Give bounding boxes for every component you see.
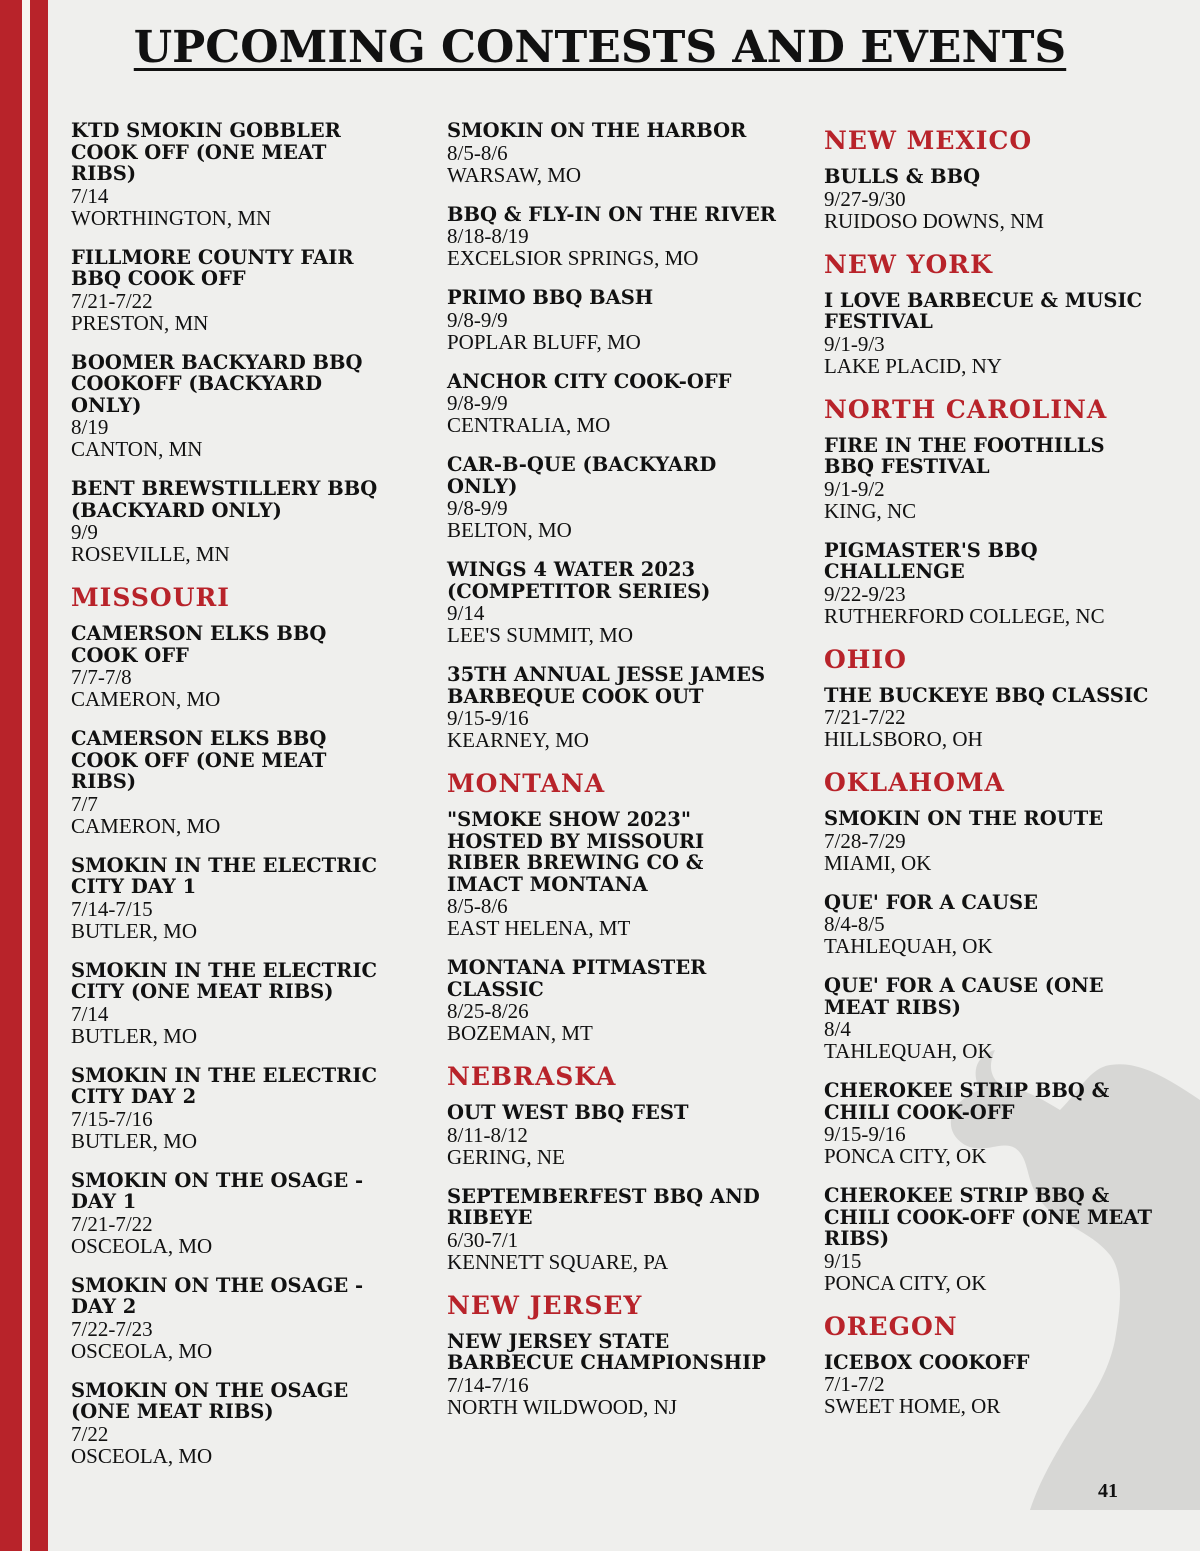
event-location: EAST HELENA, MT (447, 916, 631, 940)
region-heading: NEBRASKA (447, 1062, 617, 1091)
event-date: 7/21-7/22 (824, 705, 906, 729)
event-entry (447, 957, 777, 1044)
event-name: SMOKIN IN THE ELECTRIC CITY (ONE MEAT RIBS) (71, 958, 377, 1003)
event-name: CAMERSON ELKS BBQ COOK OFF (ONE MEAT RIBS) (71, 727, 327, 793)
region-heading: OHIO (824, 644, 907, 674)
event-location: WARSAW, MO (447, 162, 582, 187)
event-location: RUIDOSO DOWNS, NM (824, 208, 1044, 233)
column-1 (71, 120, 391, 1485)
event-location: PRESTON, MN (71, 310, 209, 335)
event-name: 35TH ANNUAL JESSE JAMES BARBEQUE COOK OUT (447, 663, 766, 708)
event-date: 9/14 (447, 601, 485, 625)
event-date: 7/14 (71, 1001, 109, 1026)
event-location: BUTLER, MO (71, 1128, 197, 1153)
event-date: 8/5-8/6 (447, 894, 508, 918)
event-name: QUE' FOR A CAUSE (824, 890, 1038, 914)
event-date: 7/7 (71, 791, 98, 816)
event-entry (447, 287, 777, 353)
event-name: SMOKIN ON THE HARBOR (447, 119, 747, 142)
event-entry (71, 478, 391, 565)
event-name: PIGMASTER'S BBQ CHALLENGE (824, 538, 1038, 583)
event-entry (447, 204, 777, 270)
event-date: 7/7-7/8 (71, 665, 132, 689)
event-date: 9/8-9/9 (447, 391, 508, 415)
event-entry (447, 1102, 777, 1168)
event-name: ANCHOR CITY COOK-OFF (447, 369, 732, 393)
event-date: 8/25-8/26 (447, 999, 529, 1023)
event-entry (71, 623, 391, 710)
event-entry (447, 454, 777, 541)
event-date: 9/1-9/3 (824, 331, 885, 356)
event-location: PONCA CITY, OK (824, 1144, 987, 1168)
event-date: 8/4-8/5 (824, 912, 885, 936)
event-location: PONCA CITY, OK (824, 1270, 987, 1295)
event-location: CAMERON, MO (71, 687, 221, 711)
page-title: UPCOMING CONTESTS AND EVENTS (133, 22, 1067, 73)
region-heading: NEW JERSEY (447, 1290, 643, 1320)
event-entry (71, 1275, 391, 1362)
left-red-stripe (0, 0, 22, 1551)
event-name: MONTANA PITMASTER CLASSIC (447, 956, 707, 1001)
event-entry (71, 247, 391, 334)
event-name: SMOKIN ON THE OSAGE - DAY 2 (71, 1273, 364, 1318)
event-date: 8/5-8/6 (447, 140, 508, 165)
event-name: SMOKIN IN THE ELECTRIC CITY DAY 2 (71, 1063, 377, 1108)
event-date: 9/1-9/2 (824, 476, 885, 501)
event-date: 8/18-8/19 (447, 224, 529, 248)
event-entry (824, 540, 1154, 627)
event-date: 7/22-7/23 (71, 1316, 153, 1341)
event-location: POPLAR BLUFF, MO (447, 329, 641, 354)
event-location: SWEET HOME, OR (824, 1394, 1001, 1418)
event-entry (824, 685, 1154, 751)
event-location: KEARNEY, MO (447, 728, 589, 752)
region-heading: OREGON (824, 1311, 958, 1341)
event-name: SMOKIN ON THE OSAGE (ONE MEAT RIBS) (71, 1378, 349, 1423)
region-heading: MONTANA (447, 769, 606, 798)
event-location: BUTLER, MO (71, 918, 197, 943)
event-date: 9/9 (71, 520, 98, 544)
event-date: 7/22 (71, 1421, 109, 1446)
event-entry (824, 892, 1154, 958)
event-name: SMOKIN ON THE OSAGE - DAY 1 (71, 1168, 364, 1213)
region-heading: OKLAHOMA (824, 768, 1005, 797)
event-entry (824, 975, 1154, 1062)
event-date: 7/14-7/15 (71, 896, 153, 921)
event-name: QUE' FOR A CAUSE (ONE MEAT RIBS) (824, 974, 1104, 1019)
event-name: THE BUCKEYE BBQ CLASSIC (824, 683, 1149, 707)
event-name: FILLMORE COUNTY FAIR BBQ COOK OFF (71, 245, 354, 290)
event-entry (71, 1065, 391, 1152)
event-location: LEE'S SUMMIT, MO (447, 623, 633, 647)
event-name: NEW JERSEY STATE BARBECUE CHAMPIONSHIP (447, 1329, 766, 1374)
event-date: 8/11-8/12 (447, 1122, 528, 1147)
column-2 (447, 120, 777, 1436)
event-name: CHEROKEE STRIP BBQ & CHILI COOK-OFF (ONE MEAT RIBS) (824, 1184, 1152, 1250)
event-entry (71, 120, 391, 229)
event-date: 9/15-9/16 (824, 1122, 906, 1146)
event-name: BOOMER BACKYARD BBQ COOKOFF (BACKYARD ONLY) (71, 350, 363, 417)
event-entry (447, 559, 777, 646)
event-name: WINGS 4 WATER 2023 (COMPETITOR SERIES) (447, 558, 711, 603)
event-date: 7/14 (71, 183, 109, 208)
event-date: 6/30-7/1 (447, 1227, 519, 1252)
event-name: SMOKIN IN THE ELECTRIC CITY DAY 1 (71, 853, 377, 898)
event-date: 7/21-7/22 (71, 1211, 153, 1236)
event-entry (447, 120, 777, 186)
event-location: OSCEOLA, MO (71, 1233, 213, 1258)
left-red-stripe-inner (30, 0, 48, 1551)
event-name: SMOKIN ON THE ROUTE (824, 807, 1104, 830)
event-entry (71, 728, 391, 837)
event-name: BENT BREWSTILLERY BBQ (BACKYARD ONLY) (71, 477, 378, 522)
event-date: 7/15-7/16 (71, 1106, 153, 1131)
event-location: EXCELSIOR SPRINGS, MO (447, 246, 699, 270)
event-entry (824, 1080, 1154, 1167)
event-name: PRIMO BBQ BASH (447, 286, 654, 309)
column-3 (824, 120, 1154, 1435)
event-name: CAMERSON ELKS BBQ COOK OFF (71, 622, 327, 667)
left-white-stripe (22, 0, 30, 1551)
event-date: 9/15-9/16 (447, 706, 529, 730)
event-location: ROSEVILLE, MN (71, 542, 230, 566)
event-name: ICEBOX COOKOFF (824, 1350, 1030, 1374)
event-location: OSCEOLA, MO (71, 1338, 213, 1363)
event-location: TAHLEQUAH, OK (824, 1039, 993, 1063)
event-location: CENTRALIA, MO (447, 413, 611, 437)
event-entry (447, 809, 777, 939)
event-name: SEPTEMBERFEST BBQ AND RIBEYE (447, 1184, 760, 1229)
event-name: KTD SMOKIN GOBBLER COOK OFF (ONE MEAT RIBS) (71, 119, 341, 185)
event-name: "SMOKE SHOW 2023" HOSTED BY MISSOURI RIBER BREWING CO & IMACT MONTANA (447, 808, 705, 896)
event-location: MIAMI, OK (824, 850, 932, 875)
event-entry (71, 855, 391, 942)
event-name: FIRE IN THE FOOTHILLS BBQ FESTIVAL (824, 433, 1105, 478)
event-name: OUT WEST BBQ FEST (447, 1101, 689, 1124)
event-location: TAHLEQUAH, OK (824, 934, 993, 958)
event-entry (447, 1186, 777, 1273)
event-location: KENNETT SQUARE, PA (447, 1249, 669, 1274)
event-entry (447, 664, 777, 751)
event-entry (824, 808, 1154, 874)
event-location: BELTON, MO (447, 518, 572, 542)
event-location: CAMERON, MO (71, 813, 221, 838)
event-location: LAKE PLACID, NY (824, 353, 1002, 378)
event-date: 9/27-9/30 (824, 186, 906, 211)
event-date: 9/8-9/9 (447, 307, 508, 332)
event-name: I LOVE BARBECUE & MUSIC FESTIVAL (824, 288, 1143, 333)
event-entry (71, 352, 391, 461)
event-entry (71, 960, 391, 1047)
event-location: BUTLER, MO (71, 1023, 197, 1048)
event-location: NORTH WILDWOOD, NJ (447, 1394, 677, 1419)
event-location: KING, NC (824, 498, 917, 523)
event-date: 9/22-9/23 (824, 581, 906, 606)
event-entry (447, 371, 777, 437)
event-date: 8/19 (71, 415, 109, 439)
page-number: 41 (1098, 1480, 1118, 1502)
event-location: WORTHINGTON, MN (71, 205, 272, 230)
event-name: CAR-B-QUE (BACKYARD ONLY) (447, 453, 717, 498)
event-location: GERING, NE (447, 1144, 565, 1169)
event-date: 7/21-7/22 (71, 288, 153, 313)
event-location: CANTON, MN (71, 437, 203, 461)
event-entry (824, 1185, 1154, 1294)
event-entry (824, 1352, 1154, 1418)
event-date: 7/1-7/2 (824, 1372, 885, 1396)
event-date: 7/28-7/29 (824, 828, 906, 853)
event-name: BBQ & FLY-IN ON THE RIVER (447, 202, 776, 226)
region-heading: MISSOURI (71, 583, 230, 612)
region-heading: NEW YORK (824, 249, 993, 279)
event-entry (824, 435, 1154, 522)
event-entry (824, 290, 1154, 377)
event-date: 9/8-9/9 (447, 496, 508, 520)
event-date: 7/14-7/16 (447, 1372, 529, 1397)
event-location: HILLSBORO, OH (824, 727, 983, 751)
event-location: RUTHERFORD COLLEGE, NC (824, 603, 1105, 628)
region-heading: NEW MEXICO (824, 126, 1033, 155)
event-location: BOZEMAN, MT (447, 1021, 593, 1045)
event-entry (71, 1170, 391, 1257)
event-entry (447, 1331, 777, 1418)
event-date: 9/15 (824, 1248, 862, 1273)
region-heading: NORTH CAROLINA (824, 394, 1108, 424)
event-entry (824, 166, 1154, 232)
event-location: OSCEOLA, MO (71, 1443, 213, 1468)
event-date: 8/4 (824, 1017, 851, 1041)
event-name: CHEROKEE STRIP BBQ & CHILI COOK-OFF (824, 1079, 1110, 1124)
event-name: BULLS & BBQ (824, 165, 981, 188)
event-entry (71, 1380, 391, 1467)
